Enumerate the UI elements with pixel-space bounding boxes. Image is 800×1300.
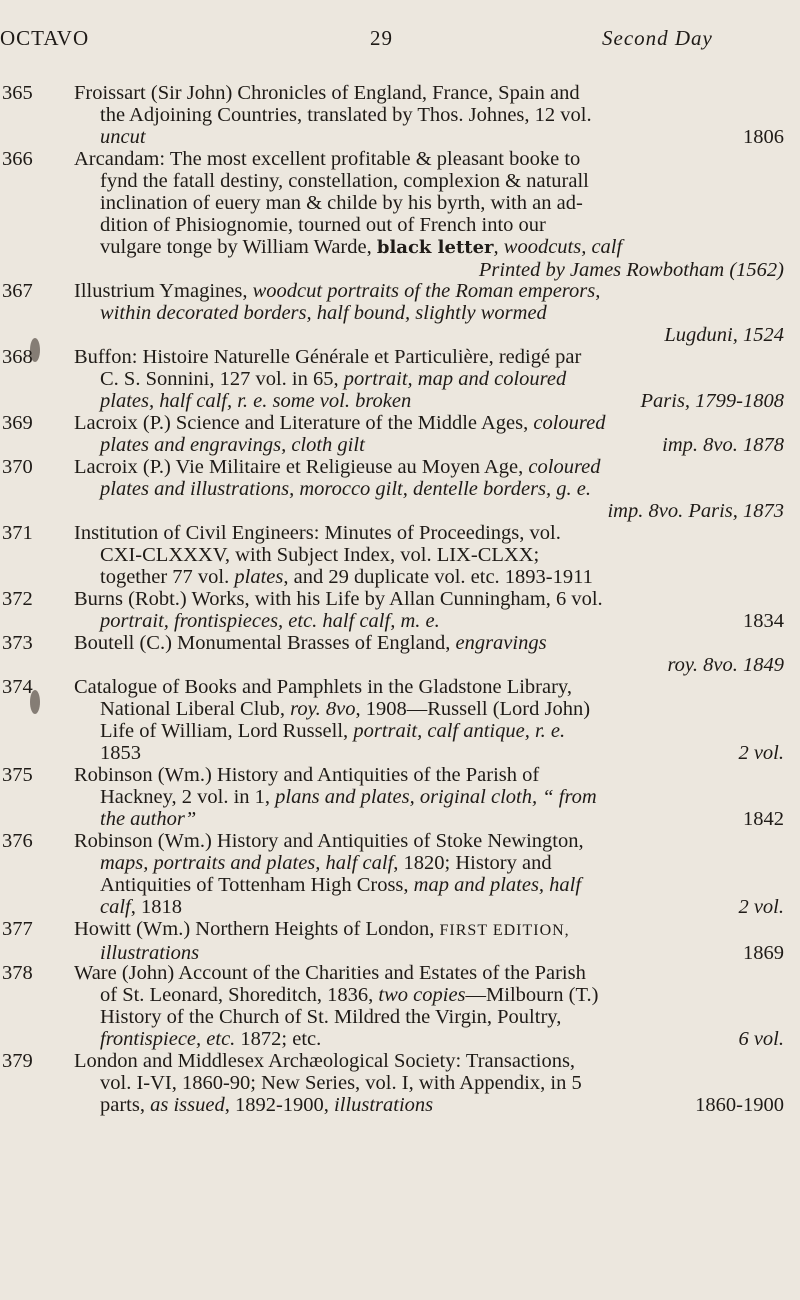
page-number: 29 xyxy=(370,26,393,50)
line-text: illustrations xyxy=(100,942,200,964)
text-segment: as issued xyxy=(150,1094,225,1116)
text-segment: portrait, map and coloured xyxy=(343,368,567,390)
line-text: imp. 8vo. Paris, 1873 xyxy=(607,500,784,522)
lot-description xyxy=(74,632,784,676)
line-text: Froissart (Sir John) Chronicles of England, France, Spain and xyxy=(74,82,580,104)
description-line xyxy=(74,1028,784,1050)
catalogue-lot xyxy=(0,346,800,412)
lot-number: 369 xyxy=(2,412,33,434)
lot-date: 6 vol. xyxy=(738,1028,784,1050)
description-line xyxy=(74,280,784,302)
text-segment: C. S. Sonnini, 127 vol. in 65, xyxy=(100,368,344,390)
description-line xyxy=(74,896,784,918)
description-line xyxy=(74,324,784,346)
text-segment: engravings xyxy=(455,632,547,654)
lot-description xyxy=(74,1050,784,1116)
text-segment: , 1820; History and xyxy=(393,852,552,874)
text-segment: parts, xyxy=(100,1094,151,1116)
description-line xyxy=(74,104,784,126)
description-line xyxy=(74,544,784,566)
description-line xyxy=(74,170,784,192)
line-text: Lugduni, 1524 xyxy=(664,324,784,346)
line-text: within decorated borders, half bound, slightly wormed xyxy=(100,302,547,324)
description-line xyxy=(74,720,784,742)
description-line xyxy=(74,1094,784,1116)
catalogue-lot xyxy=(0,1050,800,1116)
catalogue-lot xyxy=(0,148,800,281)
catalogue-lot xyxy=(0,522,800,588)
line-text: vol. I-VI, 1860-90; New Series, vol. I, with Appendix, in 5 xyxy=(100,1072,582,1094)
description-line xyxy=(74,676,784,698)
text-segment: , and 29 duplicate vol. etc. 1893-1911 xyxy=(283,566,593,588)
lot-description xyxy=(74,522,784,588)
description-line xyxy=(74,456,784,478)
lot-date: 2 vol. xyxy=(738,896,784,918)
lot-description xyxy=(74,148,784,281)
description-line xyxy=(74,918,784,942)
text-segment: of St. Leonard, Shoreditch, 1836, xyxy=(100,984,379,1006)
text-segment: map and plates, half xyxy=(413,874,582,896)
lot-number: 378 xyxy=(2,962,33,984)
line-text: Burns (Robt.) Works, with his Life by Allan Cunningham, 6 vol. xyxy=(74,588,603,610)
catalogue-lot xyxy=(0,588,800,632)
description-line xyxy=(74,1006,784,1028)
lot-description xyxy=(74,412,784,456)
line-text: plates and engravings, cloth gilt xyxy=(100,434,365,456)
text-segment: coloured xyxy=(528,456,601,478)
text-segment: Boutell (C.) Monumental Brasses of England, xyxy=(74,632,456,654)
text-segment: , 1892-1900, xyxy=(224,1094,335,1116)
text-segment: two copies xyxy=(378,984,466,1006)
text-segment: plans and plates, original cloth, “ from xyxy=(275,786,597,808)
catalogue-lot xyxy=(0,676,800,764)
line-text: CXI-CLXXXV, with Subject Index, vol. LIX-CLXX; xyxy=(100,544,540,566)
line-text: Robinson (Wm.) History and Antiquities of the Parish of xyxy=(74,764,540,786)
description-line xyxy=(74,1050,784,1072)
description-line xyxy=(74,522,784,544)
text-segment: National Liberal Club, xyxy=(100,698,291,720)
description-line xyxy=(74,852,784,874)
catalogue-lot xyxy=(0,412,800,456)
text-segment: plates xyxy=(234,566,284,588)
description-line xyxy=(74,259,784,281)
text-segment: roy. 8vo xyxy=(290,698,356,720)
lot-number: 367 xyxy=(2,280,33,302)
description-line xyxy=(74,764,784,786)
lot-date: imp. 8vo. 1878 xyxy=(662,434,784,456)
description-line xyxy=(74,346,784,368)
text-segment: Lacroix (P.) Science and Literature of the Middle Ages, xyxy=(74,412,534,434)
description-line xyxy=(74,654,784,676)
description-line xyxy=(74,984,784,1006)
text-segment: Howitt (Wm.) Northern Heights of London, xyxy=(74,918,440,940)
line-text: the Adjoining Countries, translated by Thos. Johnes, 12 vol. xyxy=(100,104,592,126)
text-segment: woodcut portraits of the Roman emperors, xyxy=(252,280,601,302)
description-line xyxy=(74,478,784,500)
description-line xyxy=(74,742,784,764)
lot-number: 368 xyxy=(2,346,33,368)
text-segment: black letter xyxy=(376,237,494,258)
line-text: 1853 xyxy=(100,742,141,764)
text-segment: —Milbourn (T.) xyxy=(465,984,599,1006)
line-text: Robinson (Wm.) History and Antiquities of Stoke Newington, xyxy=(74,830,584,852)
lot-date: 1842 xyxy=(743,808,784,830)
description-line xyxy=(74,500,784,522)
text-segment: Illustrium Ymagines, xyxy=(74,280,253,302)
lot-description xyxy=(74,962,784,1050)
line-text: Institution of Civil Engineers: Minutes of Proceedings, vol. xyxy=(74,522,561,544)
text-segment: coloured xyxy=(533,412,606,434)
lot-description xyxy=(74,456,784,522)
description-line xyxy=(74,192,784,214)
description-line xyxy=(74,302,784,324)
header-day: Second Day xyxy=(602,26,713,50)
description-line xyxy=(74,148,784,170)
catalogue-lot xyxy=(0,82,800,148)
catalogue-lot xyxy=(0,830,800,918)
lot-description xyxy=(74,346,784,412)
text-segment: Antiquities of Tottenham High Cross, xyxy=(100,874,414,896)
description-line xyxy=(74,962,784,984)
catalogue-lot xyxy=(0,918,800,964)
text-segment: illustrations xyxy=(334,1094,434,1116)
lot-date: 1834 xyxy=(743,610,784,632)
lot-number: 375 xyxy=(2,764,33,786)
text-segment: together 77 vol. xyxy=(100,566,235,588)
description-line xyxy=(74,82,784,104)
lot-number: 373 xyxy=(2,632,33,654)
description-line xyxy=(74,698,784,720)
lot-description xyxy=(74,280,784,346)
description-line xyxy=(74,214,784,236)
line-text: Arcandam: The most excellent profitable & pleasant booke to xyxy=(74,148,581,170)
text-segment: , 1818 xyxy=(130,896,182,918)
lot-description xyxy=(74,830,784,918)
lot-number: 372 xyxy=(2,588,33,610)
text-segment: maps, portraits and plates, half calf xyxy=(100,852,394,874)
description-line xyxy=(74,588,784,610)
line-text: inclination of euery man & childe by his byrth, with an ad- xyxy=(100,192,583,214)
description-line xyxy=(74,942,784,964)
text-segment: calf xyxy=(100,896,131,918)
lot-description xyxy=(74,82,784,148)
line-text: Ware (John) Account of the Charities and Estates of the Parish xyxy=(74,962,586,984)
lot-description xyxy=(74,588,784,632)
lot-number: 377 xyxy=(2,918,33,940)
lot-description xyxy=(74,676,784,764)
lot-date: 1860-1900 xyxy=(695,1094,784,1116)
line-text: London and Middlesex Archæological Society: Transactions, xyxy=(74,1050,576,1072)
header-format: OCTAVO xyxy=(0,26,90,50)
line-text: Buffon: Histoire Naturelle Générale et Particulière, redigé par xyxy=(74,346,582,368)
line-text: plates and illustrations, morocco gilt, dentelle borders, g. e. xyxy=(100,478,592,500)
description-line xyxy=(74,632,784,654)
description-line xyxy=(74,390,784,412)
lot-number: 374 xyxy=(2,676,33,698)
line-text: Catalogue of Books and Pamphlets in the Gladstone Library, xyxy=(74,676,572,698)
text-segment: frontispiece, etc. xyxy=(100,1028,236,1050)
text-segment: , 1908—Russell (Lord John) xyxy=(355,698,591,720)
lot-description xyxy=(74,918,784,964)
lot-number: 376 xyxy=(2,830,33,852)
lot-description xyxy=(74,764,784,830)
text-segment: FIRST EDITION, xyxy=(439,922,570,939)
description-line xyxy=(74,368,784,390)
lot-date: 1806 xyxy=(743,126,784,148)
lot-number: 379 xyxy=(2,1050,33,1072)
text-segment: vulgare tonge by William Warde, xyxy=(100,236,377,258)
description-line xyxy=(74,830,784,852)
description-line xyxy=(74,412,784,434)
lot-number: 370 xyxy=(2,456,33,478)
line-text: roy. 8vo. 1849 xyxy=(667,654,784,676)
description-line xyxy=(74,610,784,632)
text-segment: Life of William, Lord Russell, xyxy=(100,720,354,742)
line-text: History of the Church of St. Mildred the Virgin, Poultry, xyxy=(100,1006,562,1028)
catalogue-lot xyxy=(0,764,800,830)
text-segment: Hackney, 2 vol. in 1, xyxy=(100,786,276,808)
catalogue-lot xyxy=(0,280,800,346)
lot-number: 365 xyxy=(2,82,33,104)
line-text: fynd the fatall destiny, constellation, complexion & naturall xyxy=(100,170,589,192)
lot-number: 366 xyxy=(2,148,33,170)
description-line xyxy=(74,1072,784,1094)
description-line xyxy=(74,236,784,259)
line-text: dition of Phisiognomie, tourned out of French into our xyxy=(100,214,546,236)
line-text: portrait, frontispieces, etc. half calf, m. e. xyxy=(100,610,440,632)
line-text: the author” xyxy=(100,808,197,830)
text-segment: 1872; etc. xyxy=(235,1028,322,1050)
description-line xyxy=(74,808,784,830)
catalogue-lot xyxy=(0,456,800,522)
description-line xyxy=(74,434,784,456)
description-line xyxy=(74,566,784,588)
line-text: plates, half calf, r. e. some vol. broken xyxy=(100,390,412,412)
text-segment: portrait, calf antique, r. e. xyxy=(353,720,566,742)
line-text: Printed by James Rowbotham (1562) xyxy=(478,259,784,281)
description-line xyxy=(74,126,784,148)
lot-date: 2 vol. xyxy=(738,742,784,764)
catalogue-lot xyxy=(0,962,800,1050)
line-text: uncut xyxy=(100,126,146,148)
catalogue-lot xyxy=(0,632,800,676)
text-segment: Lacroix (P.) Vie Militaire et Religieuse au Moyen Age, xyxy=(74,456,529,478)
text-segment: , woodcuts, calf xyxy=(493,236,623,258)
lot-date: 1869 xyxy=(743,942,784,964)
description-line xyxy=(74,786,784,808)
lot-date: Paris, 1799-1808 xyxy=(640,390,784,412)
lot-number: 371 xyxy=(2,522,33,544)
description-line xyxy=(74,874,784,896)
